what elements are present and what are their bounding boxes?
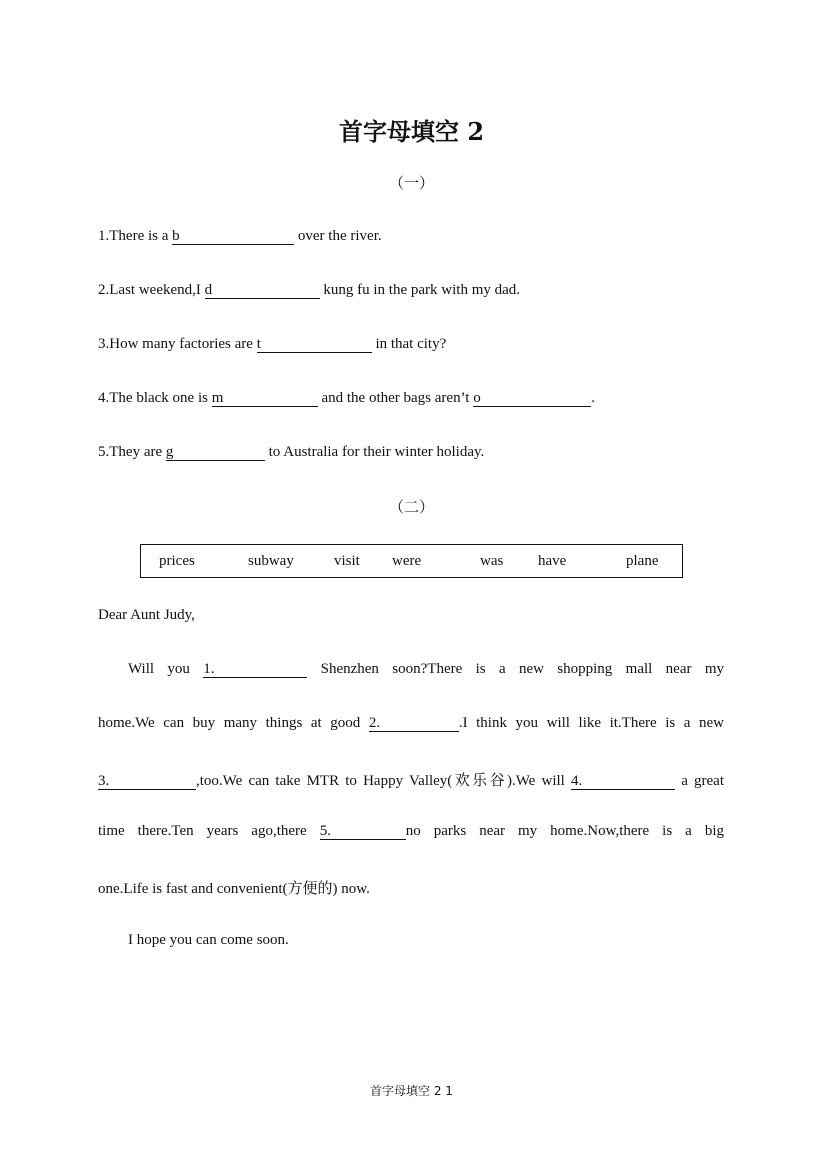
letter-text: no parks near my home.Now,there is a big	[405, 823, 724, 839]
letter-text: a great	[675, 773, 725, 789]
question-4	[98, 390, 595, 407]
question-3-letter: t	[256, 336, 261, 352]
letter-text: ,too.We can take MTR to Happy Valley(欢乐谷).We will	[196, 773, 572, 789]
question-4-blank-b[interactable]	[473, 391, 591, 407]
question-4-middle: and the other bags aren’t	[317, 390, 474, 406]
word-bank-item: have	[538, 553, 567, 569]
letter-closing: I hope you can come soon.	[128, 932, 289, 948]
question-1-blank[interactable]	[172, 229, 294, 245]
letter-blank-5[interactable]	[320, 824, 406, 840]
letter-text: .I think you will like it.There is a new	[458, 715, 725, 731]
word-bank-item: was	[480, 553, 504, 569]
question-4-letter-b: o	[473, 390, 481, 406]
question-5-letter: g	[165, 444, 174, 460]
letter-line-4	[98, 823, 724, 840]
question-2-letter: d	[204, 282, 213, 298]
question-1	[98, 228, 382, 245]
word-bank-item: subway	[248, 553, 294, 569]
blank-number: 4.	[571, 773, 583, 789]
question-4-text: 4.The black one is	[98, 390, 212, 406]
page-footer: 首字母填空 2 1	[370, 1084, 453, 1098]
blank-number: 2.	[368, 715, 381, 731]
word-bank-item: prices	[159, 553, 195, 569]
section-one-label: （一）	[388, 174, 434, 192]
letter-text: Will you	[128, 661, 204, 677]
question-5-blank[interactable]	[166, 445, 265, 461]
blank-number: 1.	[203, 661, 215, 677]
letter-text: Shenzhen soon?There is a new shopping mall near my	[307, 661, 724, 677]
blank-number: 3.	[98, 773, 110, 789]
word-bank-item: visit	[334, 553, 360, 569]
question-2-suffix: kung fu in the park with my dad.	[319, 282, 521, 298]
question-3-blank[interactable]	[257, 337, 372, 353]
letter-line-3	[98, 769, 724, 790]
letter-blank-1[interactable]	[203, 662, 307, 678]
word-bank-item: plane	[626, 553, 659, 569]
question-1-letter: b	[172, 228, 180, 244]
question-1-suffix: over the river.	[294, 228, 382, 244]
question-3-text: 3.How many factories are	[98, 336, 257, 352]
word-bank-item: were	[392, 553, 422, 569]
letter-text: time there.Ten years ago,there	[98, 823, 320, 839]
letter-greeting: Dear Aunt Judy,	[98, 607, 195, 623]
letter-text: home.We can buy many things at good	[98, 715, 369, 731]
question-2-blank[interactable]	[205, 283, 320, 299]
question-3	[98, 336, 446, 353]
question-5-suffix: to Australia for their winter holiday.	[264, 444, 485, 460]
question-3-suffix: in that city?	[371, 336, 447, 352]
letter-blank-2[interactable]	[369, 716, 459, 732]
page-title: 首字母填空 2	[338, 117, 485, 146]
question-5-text: 5.They are	[98, 444, 166, 460]
letter-line-1	[128, 661, 724, 678]
blank-number: 5.	[319, 823, 331, 839]
letter-line-5: one.Life is fast and convenient(方便的) now.	[98, 881, 370, 897]
question-4-suffix: .	[591, 390, 595, 406]
question-5	[98, 444, 484, 461]
question-4-letter-a: m	[211, 390, 224, 406]
letter-blank-4[interactable]	[571, 774, 675, 790]
letter-blank-3[interactable]	[98, 774, 196, 790]
question-1-text: 1.There is a	[98, 228, 173, 244]
section-two-label: （二）	[388, 498, 434, 516]
question-2-text: 2.Last weekend,I	[98, 282, 205, 298]
letter-line-2	[98, 715, 724, 732]
question-4-blank-a[interactable]	[212, 391, 318, 407]
word-bank	[140, 544, 683, 578]
question-2	[98, 282, 520, 299]
